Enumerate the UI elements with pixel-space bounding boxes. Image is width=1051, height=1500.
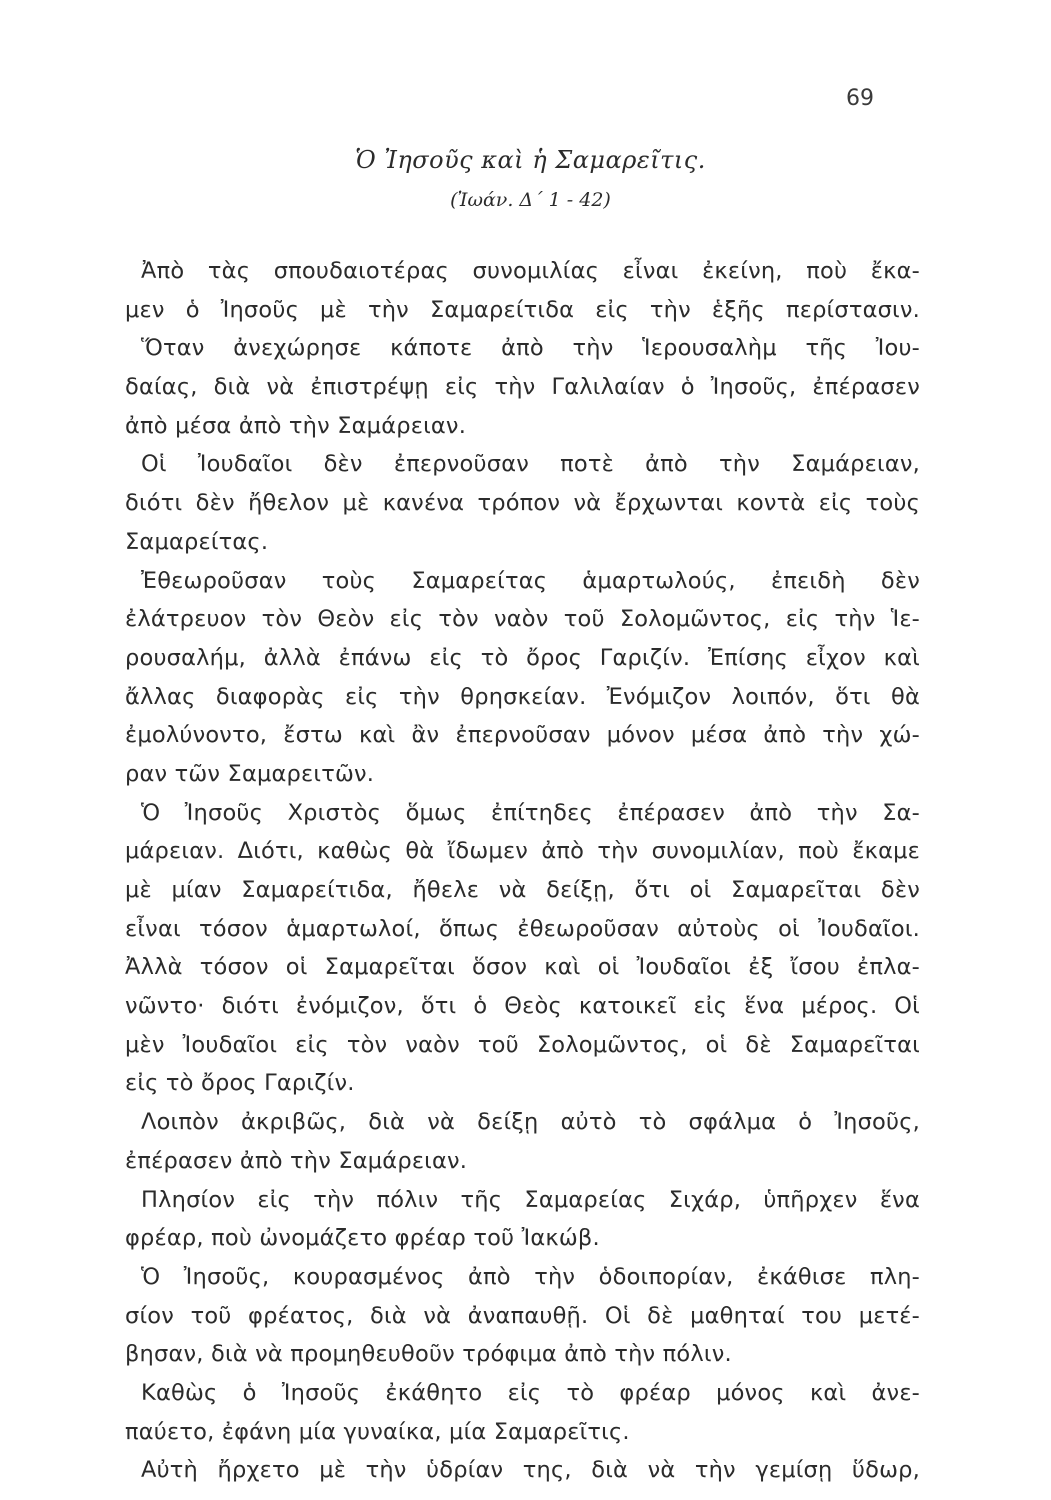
text-line: Οἱ Ἰουδαῖοι δὲν ἐπερνοῦσαν ποτὲ ἀπὸ τὴν Σαμάρειαν,: [141, 451, 920, 478]
text-line: εἰς τὸ ὄρος Γαριζίν.: [125, 1070, 355, 1097]
text-line: Ὁ Ἰησοῦς, κουρασμένος ἀπὸ τὴν ὁδοιπορίαν, ἐκάθισε πλη-: [141, 1263, 920, 1290]
text-line: σίον τοῦ φρέατος, διὰ νὰ ἀναπαυθῇ. Οἱ δὲ μαθηταί του μετέ-: [125, 1302, 920, 1329]
text-line: παύετο, ἐφάνη μία γυναίκα, μία Σαμαρεῖτις.: [125, 1418, 630, 1445]
text-line: Καθὼς ὁ Ἰησοῦς ἐκάθητο εἰς τὸ φρέαρ μόνος καὶ ἀνε-: [141, 1379, 920, 1406]
text-line: φρέαρ, ποὺ ὠνομάζετο φρέαρ τοῦ Ἰακώβ.: [125, 1225, 600, 1252]
text-line: Ὁ Ἰησοῦς Χριστὸς ὅμως ἐπίτηδες ἐπέρασεν ἀπὸ τὴν Σα-: [141, 799, 920, 826]
text-line: μὲν Ἰουδαῖοι εἰς τὸν ναὸν τοῦ Σολομῶντος, οἱ δὲ Σαμαρεῖται: [125, 1031, 920, 1058]
text-line: Αὐτὴ ἤρχετο μὲ τὴν ὑδρίαν της, διὰ νὰ τὴν γεμίσῃ ὕδωρ,: [141, 1457, 920, 1484]
text-line: μὲ μίαν Σαμαρείτιδα, ἤθελε νὰ δείξῃ, ὅτι οἱ Σαμαρεῖται δὲν: [125, 877, 920, 903]
text-line: ἀπὸ μέσα ἀπὸ τὴν Σαμάρειαν.: [125, 412, 467, 439]
text-line: μεν ὁ Ἰησοῦς μὲ τὴν Σαμαρείτιδα εἰς τὴν ἑξῆς περίστασιν.: [125, 296, 920, 323]
text-line: ραν τῶν Σαμαρειτῶν.: [125, 760, 375, 787]
text-line: ρουσαλήμ, ἀλλὰ ἐπάνω εἰς τὸ ὄρος Γαριζίν. Ἐπίσης εἶχον καὶ: [125, 644, 920, 671]
text-line: μάρειαν. Διότι, καθὼς θὰ ἴδωμεν ἀπὸ τὴν συνομιλίαν, ποὺ ἔκαμε: [125, 838, 920, 865]
text-line: διότι δὲν ἤθελον μὲ κανένα τρόπον νὰ ἔρχωνται κοντὰ εἰς τοὺς: [125, 490, 920, 517]
text-line: ἄλλας διαφορὰς εἰς τὴν θρησκείαν. Ἐνόμιζον λοιπόν, ὅτι θὰ: [125, 683, 920, 710]
text-line: ἐπέρασεν ἀπὸ τὴν Σαμάρειαν.: [125, 1147, 468, 1174]
text-line: Ἐθεωροῦσαν τοὺς Σαμαρείτας ἁμαρτωλούς, ἐπειδὴ δὲν: [141, 567, 920, 594]
chapter-title: Ὁ Ἰησοῦς καὶ ἡ Σαμαρεῖτις.: [355, 146, 706, 174]
text-line: Σαμαρείτας.: [125, 528, 269, 555]
text-line: νῶντο· διότι ἐνόμιζον, ὅτι ὁ Θεὸς κατοικεῖ εἰς ἕνα μέρος. Οἱ: [125, 993, 920, 1020]
text-line: Ἀλλὰ τόσον οἱ Σαμαρεῖται ὅσον καὶ οἱ Ἰουδαῖοι ἐξ ἴσου ἐπλα-: [125, 954, 920, 981]
text-line: Ὅταν ἀνεχώρησε κάποτε ἀπὸ τὴν Ἱερουσαλὴμ τῆς Ἰου-: [141, 335, 920, 362]
body-text: [125, 252, 920, 1490]
text-line: Λοιπὸν ἀκριβῶς, διὰ νὰ δείξῃ αὐτὸ τὸ σφάλμα ὁ Ἰησοῦς,: [141, 1109, 920, 1136]
scripture-reference: (Ἰωάν. Δ΄ 1 - 42): [450, 189, 611, 211]
text-line: δαίας, διὰ νὰ ἐπιστρέψῃ εἰς τὴν Γαλιλαίαν ὁ Ἰησοῦς, ἐπέρασεν: [125, 374, 920, 401]
text-line: Ἀπὸ τὰς σπουδαιοτέρας συνομιλίας εἶναι ἐκείνη, ποὺ ἔκα-: [141, 258, 920, 284]
text-line: εἶναι τόσον ἁμαρτωλοί, ὅπως ἐθεωροῦσαν αὐτοὺς οἱ Ἰουδαῖοι.: [125, 915, 920, 942]
page-number: 69: [846, 86, 874, 111]
text-line: βησαν, διὰ νὰ προμηθευθοῦν τρόφιμα ἀπὸ τὴν πόλιν.: [125, 1341, 732, 1368]
text-line: ἐμολύνοντο, ἔστω καὶ ἂν ἐπερνοῦσαν μόνον μέσα ἀπὸ τὴν χώ-: [125, 722, 920, 749]
text-line: ἐλάτρευον τὸν Θεὸν εἰς τὸν ναὸν τοῦ Σολομῶντος, εἰς τὴν Ἱε-: [125, 606, 920, 633]
text-line: Πλησίον εἰς τὴν πόλιν τῆς Σαμαρείας Σιχάρ, ὑπῆρχεν ἕνα: [141, 1186, 920, 1213]
